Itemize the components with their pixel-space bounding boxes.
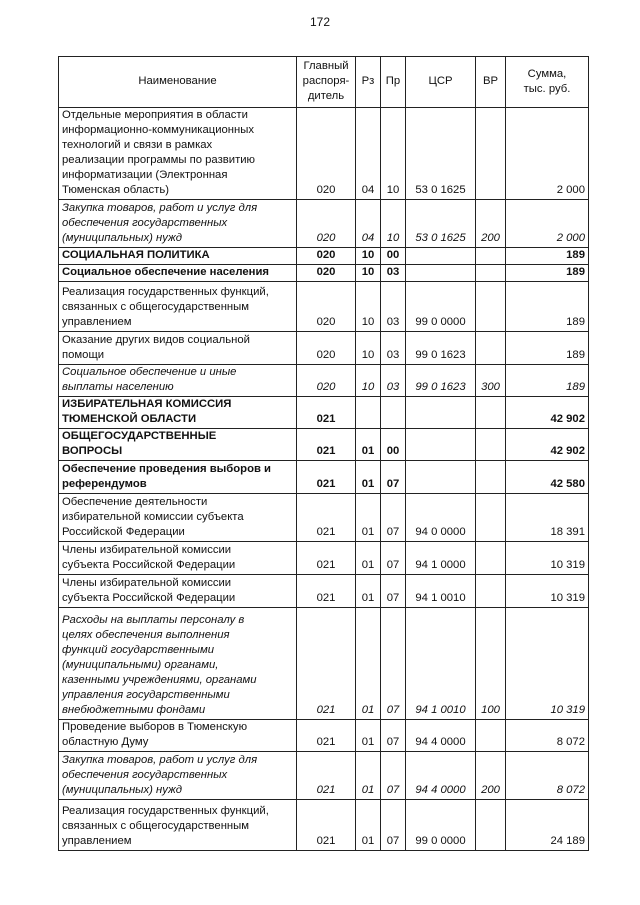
row-name: Реализация государственных функций, связанных с общегосударственным управлением: [59, 282, 297, 332]
row-csr: 94 1 0010: [406, 608, 476, 720]
row-grbs: 020: [297, 248, 356, 265]
row-csr: 94 0 0000: [406, 494, 476, 542]
row-sum: 2 000: [506, 200, 589, 248]
row-grbs: 021: [297, 608, 356, 720]
row-pr: 07: [381, 575, 406, 608]
row-rz: 01: [356, 429, 381, 461]
page-number: 172: [309, 15, 331, 29]
row-vr: [476, 542, 506, 575]
row-vr: [476, 332, 506, 365]
row-pr: 07: [381, 800, 406, 851]
row-rz: 01: [356, 542, 381, 575]
row-vr: [476, 265, 506, 282]
row-name: Социальное обеспечение и иные выплаты населению: [59, 365, 297, 397]
row-pr: 07: [381, 608, 406, 720]
row-csr: 94 4 0000: [406, 752, 476, 800]
row-sum: 8 072: [506, 752, 589, 800]
row-csr: 94 1 0000: [406, 542, 476, 575]
row-name: Социальное обеспечение населения: [59, 265, 297, 282]
row-pr: 00: [381, 248, 406, 265]
row-csr: 53 0 1625: [406, 108, 476, 200]
row-sum: 10 319: [506, 575, 589, 608]
table-row: [59, 365, 589, 397]
table-row: [59, 752, 589, 800]
row-csr: [406, 397, 476, 429]
row-grbs: 020: [297, 200, 356, 248]
row-sum: 42 580: [506, 461, 589, 494]
row-name: Отдельные мероприятия в области информационно-коммуникационных технологий и связи в рамках реализации программы по развитию информатизации (Электронная Тюменская область): [59, 108, 297, 200]
row-rz: 10: [356, 265, 381, 282]
row-grbs: 020: [297, 365, 356, 397]
row-sum: 8 072: [506, 720, 589, 752]
row-grbs: 021: [297, 429, 356, 461]
row-csr: [406, 248, 476, 265]
row-rz: 01: [356, 494, 381, 542]
header-rz: Рз: [356, 57, 381, 108]
row-sum: 10 319: [506, 608, 589, 720]
header-grbs: Главный распоря- дитель: [297, 57, 356, 108]
row-grbs: 021: [297, 752, 356, 800]
row-name: Расходы на выплаты персоналу в целях обеспечения выполнения функций государственными (муниципальными) органами, казенными учреждениями, органами управления государственными внебюджетными фондами: [59, 608, 297, 720]
row-vr: [476, 800, 506, 851]
row-vr: [476, 575, 506, 608]
row-name: Члены избирательной комиссии субъекта Российской Федерации: [59, 542, 297, 575]
row-grbs: 021: [297, 461, 356, 494]
row-pr: 10: [381, 108, 406, 200]
row-csr: 99 0 0000: [406, 800, 476, 851]
row-grbs: 021: [297, 397, 356, 429]
row-pr: 07: [381, 461, 406, 494]
table-row: [59, 608, 589, 720]
row-pr: 03: [381, 332, 406, 365]
row-name: Обеспечение проведения выборов и референдумов: [59, 461, 297, 494]
table-row: [59, 800, 589, 851]
row-pr: 07: [381, 720, 406, 752]
row-rz: [356, 397, 381, 429]
table-row: [59, 397, 589, 429]
row-pr: 07: [381, 752, 406, 800]
row-vr: [476, 720, 506, 752]
row-rz: 01: [356, 461, 381, 494]
table-row: [59, 248, 589, 265]
row-csr: [406, 265, 476, 282]
row-sum: 189: [506, 282, 589, 332]
header-vr: ВР: [476, 57, 506, 108]
row-rz: 04: [356, 200, 381, 248]
row-pr: 03: [381, 282, 406, 332]
row-csr: 99 0 0000: [406, 282, 476, 332]
row-pr: 00: [381, 429, 406, 461]
row-pr: 07: [381, 494, 406, 542]
row-sum: 189: [506, 332, 589, 365]
row-vr: 200: [476, 200, 506, 248]
row-grbs: 021: [297, 575, 356, 608]
table-row: [59, 575, 589, 608]
row-name: Обеспечение деятельности избирательной комиссии субъекта Российской Федерации: [59, 494, 297, 542]
row-csr: 94 4 0000: [406, 720, 476, 752]
row-name: Реализация государственных функций, связанных с общегосударственным управлением: [59, 800, 297, 851]
table-row: [59, 282, 589, 332]
row-vr: 100: [476, 608, 506, 720]
table-header-row: [59, 57, 589, 108]
row-sum: 24 189: [506, 800, 589, 851]
row-csr: 53 0 1625: [406, 200, 476, 248]
row-pr: 10: [381, 200, 406, 248]
row-vr: 300: [476, 365, 506, 397]
row-sum: 10 319: [506, 542, 589, 575]
row-name: Члены избирательной комиссии субъекта Российской Федерации: [59, 575, 297, 608]
row-rz: 01: [356, 608, 381, 720]
row-grbs: 021: [297, 542, 356, 575]
row-csr: [406, 429, 476, 461]
row-sum: 189: [506, 365, 589, 397]
row-name: Закупка товаров, работ и услуг для обеспечения государственных (муниципальных) нужд: [59, 752, 297, 800]
row-vr: [476, 108, 506, 200]
row-vr: [476, 461, 506, 494]
row-vr: [476, 429, 506, 461]
row-vr: [476, 282, 506, 332]
row-grbs: 021: [297, 800, 356, 851]
table-row: [59, 720, 589, 752]
table-row: [59, 265, 589, 282]
row-name: ИЗБИРАТЕЛЬНАЯ КОМИССИЯ ТЮМЕНСКОЙ ОБЛАСТИ: [59, 397, 297, 429]
row-sum: 189: [506, 248, 589, 265]
header-csr: ЦСР: [406, 57, 476, 108]
row-pr: [381, 397, 406, 429]
header-name: Наименование: [59, 57, 297, 108]
header-pr: Пр: [381, 57, 406, 108]
table-row: [59, 108, 589, 200]
row-vr: [476, 397, 506, 429]
table-row: [59, 200, 589, 248]
row-grbs: 021: [297, 720, 356, 752]
budget-table: [58, 56, 589, 851]
table-row: [59, 332, 589, 365]
row-grbs: 020: [297, 282, 356, 332]
row-vr: 200: [476, 752, 506, 800]
row-rz: 10: [356, 248, 381, 265]
row-rz: 10: [356, 332, 381, 365]
row-grbs: 020: [297, 265, 356, 282]
row-name: ОБЩЕГОСУДАРСТВЕННЫЕ ВОПРОСЫ: [59, 429, 297, 461]
row-name: Проведение выборов в Тюменскую областную Думу: [59, 720, 297, 752]
row-sum: 42 902: [506, 429, 589, 461]
row-rz: 10: [356, 365, 381, 397]
row-sum: 42 902: [506, 397, 589, 429]
row-csr: 94 1 0010: [406, 575, 476, 608]
row-vr: [476, 494, 506, 542]
row-name: Оказание других видов социальной помощи: [59, 332, 297, 365]
row-grbs: 020: [297, 108, 356, 200]
row-sum: 18 391: [506, 494, 589, 542]
row-rz: 01: [356, 752, 381, 800]
row-pr: 03: [381, 265, 406, 282]
row-pr: 03: [381, 365, 406, 397]
row-grbs: 020: [297, 332, 356, 365]
row-sum: 2 000: [506, 108, 589, 200]
header-sum: Сумма, тыс. руб.: [506, 57, 589, 108]
table-row: [59, 494, 589, 542]
row-pr: 07: [381, 542, 406, 575]
table-body: [59, 108, 589, 851]
table-row: [59, 429, 589, 461]
row-name: СОЦИАЛЬНАЯ ПОЛИТИКА: [59, 248, 297, 265]
row-rz: 01: [356, 575, 381, 608]
row-csr: 99 0 1623: [406, 365, 476, 397]
row-grbs: 021: [297, 494, 356, 542]
row-rz: 01: [356, 800, 381, 851]
row-sum: 189: [506, 265, 589, 282]
table-row: [59, 542, 589, 575]
row-vr: [476, 248, 506, 265]
row-rz: 04: [356, 108, 381, 200]
row-rz: 01: [356, 720, 381, 752]
row-csr: [406, 461, 476, 494]
row-csr: 99 0 1623: [406, 332, 476, 365]
row-rz: 10: [356, 282, 381, 332]
table-row: [59, 461, 589, 494]
row-name: Закупка товаров, работ и услуг для обеспечения государственных (муниципальных) нужд: [59, 200, 297, 248]
